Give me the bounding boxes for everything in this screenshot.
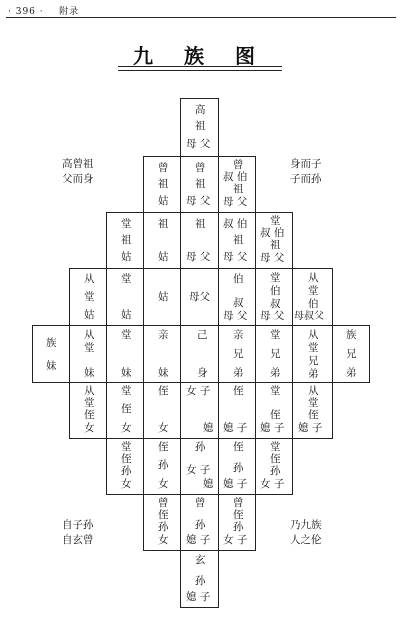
cell-text: 女 子 xyxy=(260,478,285,490)
cell-tang-zhinu xyxy=(106,382,144,439)
cell-text: 兄 xyxy=(233,348,244,360)
cell-text: 族 xyxy=(346,329,357,341)
cell-text: 亲 xyxy=(158,329,169,341)
cell-text: 从 xyxy=(84,273,95,285)
cell-text: 姑 xyxy=(158,195,169,207)
cell-text: 媳 子 xyxy=(186,534,211,546)
cell-text: 媳 子 xyxy=(260,422,285,434)
note-line: 乃九族 xyxy=(290,519,322,531)
cell-text: 弟 xyxy=(233,367,244,379)
cell-text: 女 xyxy=(158,534,169,546)
cell-gaozu xyxy=(180,98,219,157)
page-number: · 396 · xyxy=(8,7,44,17)
cell-congtang-xiongdi xyxy=(292,325,333,383)
cell-tang-mei xyxy=(106,325,144,383)
note-line: 父而身 xyxy=(62,173,94,185)
cell-text: 祖 xyxy=(233,183,244,195)
cell-text: 女 xyxy=(84,422,95,434)
cell-text: 姑 xyxy=(84,309,95,321)
cell-text: 从 xyxy=(308,385,319,397)
cell-text: 堂 xyxy=(84,291,95,303)
cell-text: 堂 xyxy=(270,385,281,397)
cell-zhinu xyxy=(143,382,181,439)
cell-text: 侄 xyxy=(233,509,244,521)
cell-zufu xyxy=(180,212,219,269)
cell-qin-mei xyxy=(143,325,181,383)
cell-text: 堂 xyxy=(84,397,95,409)
cell-text: 身 xyxy=(197,367,208,379)
cell-text: 玄 xyxy=(195,554,206,566)
note-line: 人之伦 xyxy=(290,534,322,546)
cell-text: 族 xyxy=(46,337,57,349)
cell-text: 孙 xyxy=(195,575,206,587)
cell-text: 孙 xyxy=(158,521,169,533)
cell-text: 侄 xyxy=(270,409,281,421)
cell-text: 媳 子 xyxy=(186,591,211,603)
cell-text: 祖 xyxy=(121,234,132,246)
cell-text: 媳 子 xyxy=(298,422,323,434)
cell-text: 伯 xyxy=(308,298,319,310)
cell-text: 母父 xyxy=(189,291,210,303)
page-header xyxy=(8,4,79,17)
cell-text: 堂 xyxy=(121,273,132,285)
cell-zeng-zhisun-nu xyxy=(143,494,181,551)
cell-text: 曾 xyxy=(158,497,169,509)
cell-text: 曾 xyxy=(233,159,244,171)
cell-text: 祖 xyxy=(195,218,206,230)
note-line: 子而孙 xyxy=(290,173,322,185)
cell-text: 堂 xyxy=(308,397,319,409)
cell-text: 堂 xyxy=(121,385,132,397)
cell-text: 弟 xyxy=(346,367,357,379)
cell-text: 弟 xyxy=(308,368,319,380)
cell-congtang-mei xyxy=(69,325,107,383)
cell-zeng-shubozu xyxy=(218,156,256,213)
cell-text: 姑 xyxy=(158,251,169,263)
cell-shubozu xyxy=(218,212,256,269)
cell-qin-xiongdi xyxy=(218,325,256,383)
cell-text: 叔 xyxy=(233,297,244,309)
cell-text: 堂 xyxy=(270,329,281,341)
note-top-right xyxy=(290,157,322,187)
cell-text: 侄 xyxy=(121,403,132,415)
cell-zu-mei xyxy=(32,325,70,383)
cell-text: 女 子 xyxy=(186,385,211,397)
cell-text: 侄 xyxy=(158,385,169,397)
cell-text: 堂 xyxy=(121,441,132,453)
cell-text: 堂 xyxy=(270,272,281,284)
cell-fumu xyxy=(180,268,219,326)
cell-text: 堂 xyxy=(270,215,281,227)
note-bottom-right xyxy=(290,518,322,548)
cell-text: 堂 xyxy=(270,441,281,453)
cell-text: 姑 xyxy=(121,309,132,321)
cell-text: 兄 xyxy=(346,348,357,360)
cell-congtang-gu xyxy=(69,268,107,326)
cell-text: 叔 xyxy=(270,298,281,310)
cell-text: 母 父 xyxy=(186,138,211,150)
cell-zeng-zhisun-nuzi xyxy=(218,494,256,551)
cell-text: 从 xyxy=(84,385,95,397)
cell-text: 孙 xyxy=(233,462,244,474)
cell-text: 叔 伯 xyxy=(260,227,285,239)
cell-zeng-zufu xyxy=(180,156,219,213)
title-underline xyxy=(118,66,282,71)
cell-text: 曾 xyxy=(195,162,206,174)
cell-tang-boshu xyxy=(255,268,293,326)
cell-zugu xyxy=(143,212,181,269)
cell-text: 高 xyxy=(195,104,206,116)
cell-text: 孙 xyxy=(233,521,244,533)
cell-text: 孙 xyxy=(270,465,281,477)
cell-text: 叔 伯 xyxy=(223,218,248,230)
cell-text: 妹 xyxy=(46,360,57,372)
cell-text: 侄 xyxy=(233,385,244,397)
cell-text: 母 父 xyxy=(186,195,211,207)
cell-text: 母 父 xyxy=(260,252,285,264)
cell-text: 媳 子 xyxy=(223,478,248,490)
cell-text: 伯 xyxy=(270,285,281,297)
cell-text: 母 父 xyxy=(223,196,248,208)
cell-xuansun xyxy=(180,550,219,608)
cell-text: 亲 xyxy=(233,329,244,341)
cell-text: 侄 xyxy=(121,453,132,465)
cell-text: 媳 xyxy=(203,422,214,434)
cell-text: 从 xyxy=(308,272,319,284)
cell-sun xyxy=(180,438,219,495)
cell-congtang-boshu xyxy=(292,268,333,326)
cell-text: 侄 xyxy=(270,453,281,465)
cell-zengsun xyxy=(180,494,219,551)
cell-text: 女 xyxy=(121,422,132,434)
cell-text: 孙 xyxy=(195,441,206,453)
cell-text: 母 父 xyxy=(223,310,248,322)
cell-text: 女 xyxy=(158,478,169,490)
cell-text: 祖 xyxy=(195,178,206,190)
section-name: 附录 xyxy=(59,7,80,17)
cell-zhisun-zixi xyxy=(218,438,256,495)
cell-text: 妹 xyxy=(158,367,169,379)
cell-text: 祖 xyxy=(270,239,281,251)
cell-text: 侄 xyxy=(84,409,95,421)
page-title: 九 族 图 xyxy=(133,44,267,68)
cell-zu-xiongdi xyxy=(332,325,370,383)
cell-text: 祖 xyxy=(195,120,206,132)
cell-text: 侄 xyxy=(308,409,319,421)
cell-tang-zhi-zixi xyxy=(255,382,293,439)
cell-text: 堂 xyxy=(84,342,95,354)
cell-text: 侄 xyxy=(233,441,244,453)
cell-text: 弟 xyxy=(270,367,281,379)
cell-tang-zugu xyxy=(106,212,144,269)
header-rule xyxy=(6,17,396,18)
cell-text: 堂 xyxy=(308,285,319,297)
cell-text: 祖 xyxy=(233,234,244,246)
cell-text: 从 xyxy=(308,329,319,341)
cell-text: 女 xyxy=(158,422,169,434)
cell-text: 媳 xyxy=(203,478,214,490)
cell-text: 祖 xyxy=(158,178,169,190)
cell-text: 孙 xyxy=(121,465,132,477)
cell-zeng-zugu xyxy=(143,156,181,213)
cell-text: 堂 xyxy=(308,342,319,354)
cell-text: 母 父 xyxy=(260,310,285,322)
cell-boshu xyxy=(218,268,256,326)
cell-tang-shubozu xyxy=(255,212,293,269)
cell-text: 叔 伯 xyxy=(223,171,248,183)
cell-text: 妹 xyxy=(84,367,95,379)
cell-tang-zhisun-nu xyxy=(106,438,144,495)
note-line: 高曾祖 xyxy=(62,158,94,170)
cell-text: 己 xyxy=(197,329,208,341)
cell-text: 侄 xyxy=(158,441,169,453)
cell-text: 妹 xyxy=(121,367,132,379)
cell-text: 兄 xyxy=(270,348,281,360)
cell-text: 姑 xyxy=(158,291,169,303)
cell-congtang-zhi-zixi xyxy=(292,382,333,439)
cell-text: 母叔父 xyxy=(294,311,324,322)
cell-text: 祖 xyxy=(158,218,169,230)
cell-text: 女 xyxy=(121,478,132,490)
cell-congtang-zhinu xyxy=(69,382,107,439)
note-line: 自子孙 xyxy=(62,519,94,531)
cell-text: 曾 xyxy=(195,497,206,509)
cell-gu xyxy=(143,268,181,326)
cell-text: 母 父 xyxy=(186,251,211,263)
cell-text: 媳 子 xyxy=(223,422,248,434)
note-bottom-left xyxy=(62,518,94,548)
cell-tang-zhisun-nuzi xyxy=(255,438,293,495)
note-line: 身而子 xyxy=(290,158,322,170)
cell-text: 侄 xyxy=(158,509,169,521)
cell-text: 女 子 xyxy=(186,464,211,476)
cell-text: 姑 xyxy=(121,251,132,263)
note-line: 自玄曾 xyxy=(62,534,94,546)
cell-zhi-zixi xyxy=(218,382,256,439)
cell-zinu xyxy=(180,382,219,439)
cell-text: 母 父 xyxy=(223,251,248,263)
cell-tang-xiongdi xyxy=(255,325,293,383)
cell-jishen xyxy=(180,325,219,383)
cell-text: 兄 xyxy=(308,355,319,367)
cell-text: 堂 xyxy=(121,218,132,230)
cell-text: 曾 xyxy=(158,162,169,174)
cell-text: 孙 xyxy=(158,459,169,471)
cell-text: 从 xyxy=(84,329,95,341)
cell-text: 伯 xyxy=(233,273,244,285)
cell-text: 女 子 xyxy=(223,534,248,546)
cell-text: 曾 xyxy=(233,497,244,509)
cell-zhisun-nu xyxy=(143,438,181,495)
cell-tang-gu xyxy=(106,268,144,326)
cell-text: 堂 xyxy=(121,329,132,341)
note-top-left xyxy=(62,157,94,187)
cell-text: 孙 xyxy=(195,519,206,531)
